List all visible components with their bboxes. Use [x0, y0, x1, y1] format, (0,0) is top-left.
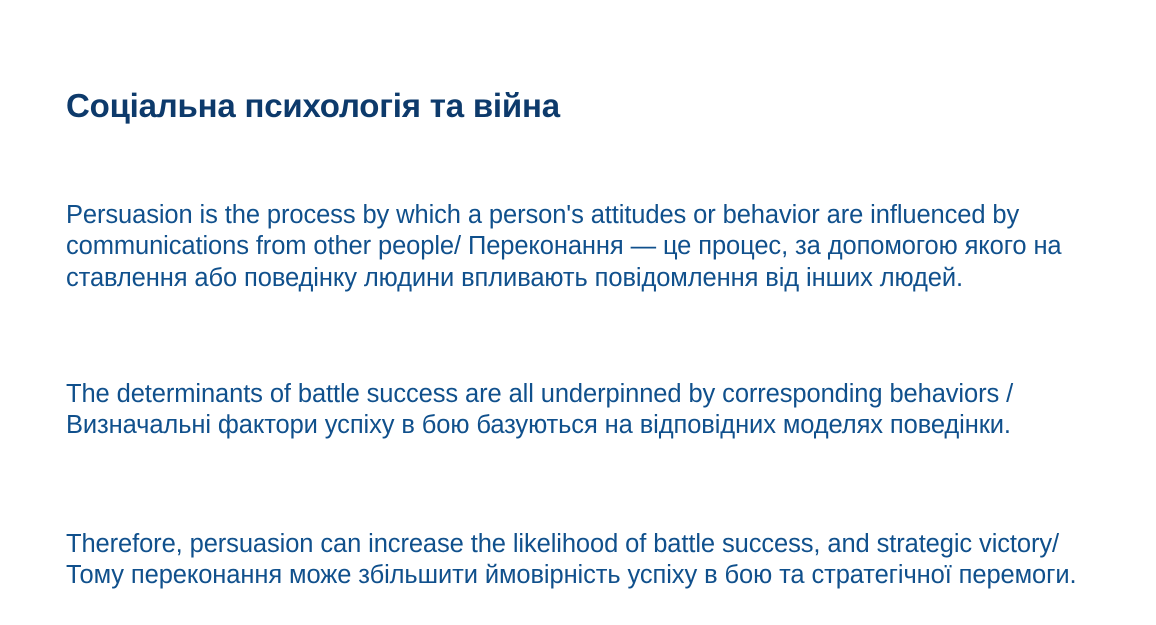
body-paragraph-1: Persuasion is the process by which a person's attitudes or behavior are influenced by communications from other people/ Переконання — це процес, за допомогою якого на ставлення або поведінку людини впливають повідомлення від інших людей. — [66, 200, 1062, 293]
body-paragraph-2: The determinants of battle success are all underpinned by corresponding behaviors / Визначальні фактори успіху в бою базуються на відповідних моделях поведінки. — [66, 379, 1014, 440]
page-title: Соціальна психологія та війна — [66, 87, 560, 125]
body-paragraph-3: Therefore, persuasion can increase the likelihood of battle success, and strategic victory/ Тому переконання може збільшити ймовірність успіху в бою та стратегічної перемоги. — [66, 529, 1077, 590]
